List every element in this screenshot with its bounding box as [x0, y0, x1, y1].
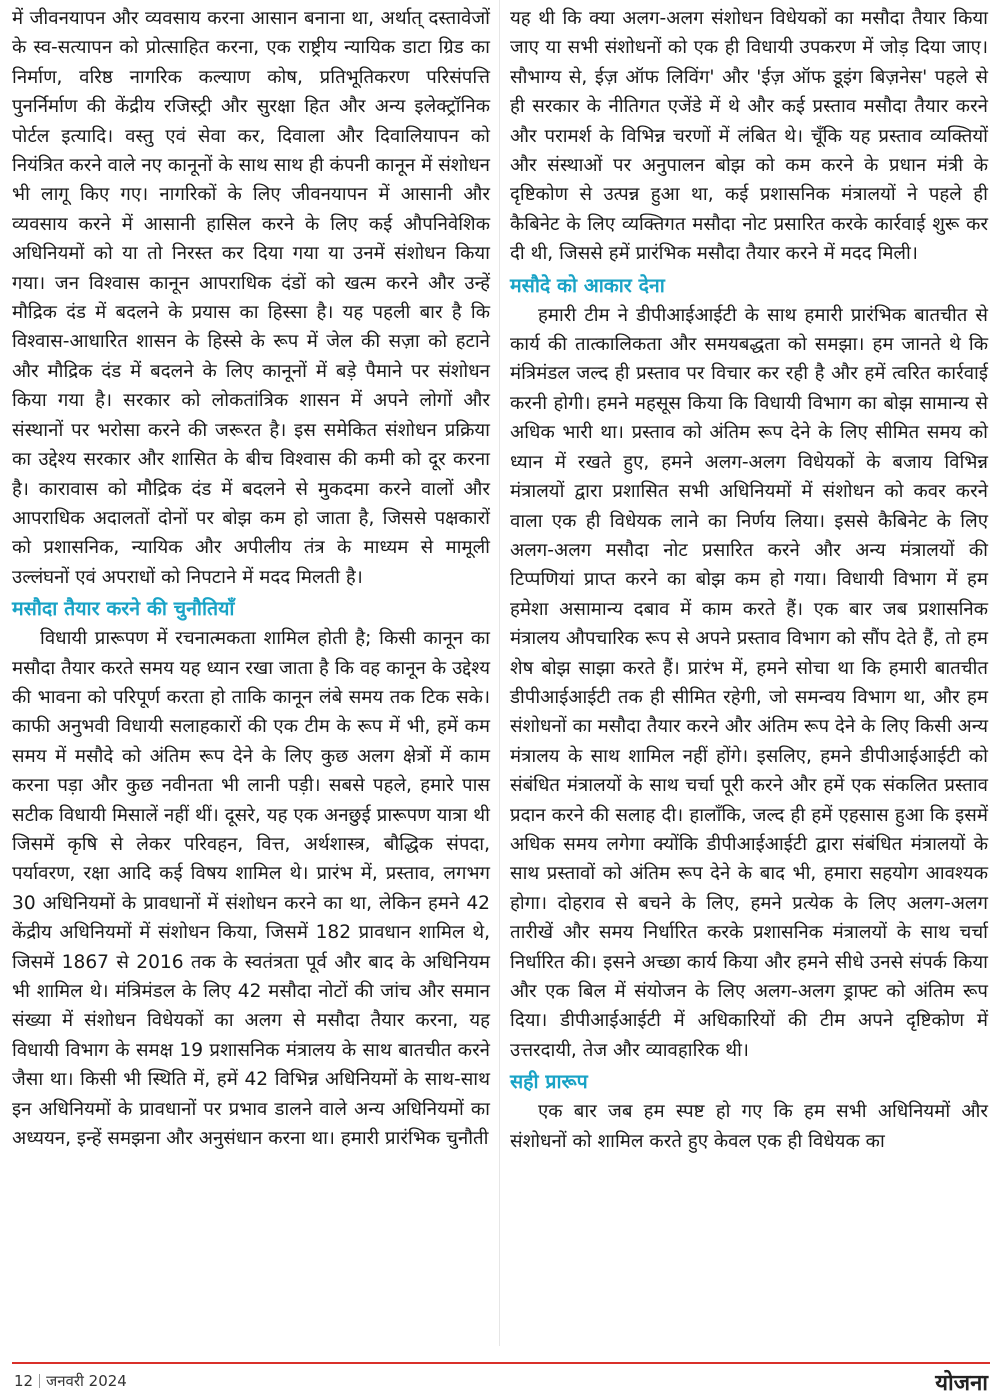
left-paragraph-1: में जीवनयापन और व्यवसाय करना आसान बनाना था, अर्थात् दस्तावेजों के स्व-सत्यापन को प्रोत्साहित करना, एक राष्ट्रीय न्यायिक डाटा ग्रिड का निर्माण, वरिष्ठ नागरिक कल्याण कोष, प्रतिभूतिकरण परिसंपत्ति पुनर्निर्माण की केंद्रीय रजिस्ट्री और सुरक्षा हित और अन्य इलेक्ट्रॉनिक पोर्टल इत्यादि। वस्तु एवं सेवा कर, दिवाला और दिवालियापन को नियंत्रित करने वाले नए कानूनों के साथ साथ ही कंपनी कानून में संशोधन भी लागू किए गए। नागरिकों के लिए जीवनयापन में आसानी और व्यवसाय करने में आसानी हासिल करने के लिए कई औपनिवेशिक अधिनियमों को या तो निरस्त कर दिया गया या उनमें संशोधन किया गया। जन विश्वास कानून आपराधिक दंडों को खत्म करने और उन्हें मौद्रिक दंड में बदलने के प्रयास का हिस्सा है। यह पहली बार है कि विश्वास-आधारित शासन के हिस्से के रूप में जेल की सज़ा को हटाने और मौद्रिक दंड में बदलने के लिए कानूनों में बड़े पैमाने पर संशोधन किया गया है। सरकार को लोकतांत्रिक शासन में अपने लोगों और संस्थानों पर भरोसा करने की जरूरत है। इस समेकित संशोधन प्रक्रिया का उद्देश्य सरकार और शासित के बीच विश्वास की कमी को दूर करना है। कारावास को मौद्रिक दंड में बदलने से मुकदमा करने वालों और आपराधिक अदालतों दोनों पर बोझ कम हो जाता है, जिससे पक्षकारों को प्रशासनिक, न्यायिक और अपीलीय तंत्र के माध्यम से मामूली उल्लंघनों एवं अपराधों को निपटाने में मदद मिलती है। — [12, 8, 490, 588]
section-heading-drafting-challenges: मसौदा तैयार करने की चुनौतियाँ — [12, 597, 235, 621]
right-paragraph-2: हमारी टीम ने डीपीआईआईटी के साथ हमारी प्रारंभिक बातचीत से कार्य की तात्कालिकता और समयबद्धता को समझा। हम जानते थे कि मंत्रिमंडल जल्द ही प्रस्ताव पर विचार कर रही है और हमें त्वरित कार्रवाई करनी होगी। हमने महसूस किया कि विधायी विभाग का बोझ सामान्य से अधिक भारी था। प्रस्ताव को अंतिम रूप देने के लिए सीमित समय को ध्यान में रखते हुए, हमने अलग-अलग विधेयकों के बजाय विभिन्न मंत्रालयों द्वारा प्रशासित सभी अधिनियमों में संशोधन को कवर करने वाला एक ही विधेयक लाने का निर्णय लिया। इससे कैबिनेट के लिए अलग-अलग मसौदा नोट प्रसारित करने और अन्य मंत्रालयों की टिप्पणियां प्राप्त करने का बोझ कम हो गया। विधायी विभाग में हम हमेशा असामान्य दबाव में काम करते हैं। एक बार जब प्रशासनिक मंत्रालय औपचारिक रूप से अपने प्रस्ताव विभाग को सौंप देते हैं, तो हम शेष बोझ साझा करते हैं। प्रारंभ में, हमने सोचा था कि हमारी बातचीत डीपीआईआईटी तक ही सीमित रहेगी, जो समन्वय विभाग था, और हम संशोधनों का मसौदा तैयार करने और अंतिम रूप देने के लिए किसी अन्य मंत्रालय के साथ शामिल नहीं होंगे। इसलिए, हमने डीपीआईआईटी को संबंधित मंत्रालयों के साथ चर्चा पूरी करने और हमें एक संकलित प्रस्ताव प्रदान करने की सलाह दी। हालाँकि, जल्द ही हमें एहसास हुआ कि इसमें अधिक समय लगेगा क्योंकि डीपीआईआईटी द्वारा संबंधित मंत्रालयों के साथ प्रस्तावों को अंतिम रूप देने के बाद भी, हमारा सहयोग आवश्यक होगा। दोहराव से बचने के लिए, हमने प्रत्येक के लिए अलग-अलग तारीखें और समय निर्धारित करके प्रशासनिक मंत्रालयों के साथ चर्चा निर्धारित की। इसने अच्छा कार्य किया और हमने सीधे उनसे संपर्क किया और एक बिल में संयोजन के लिए अलग-अलग ड्राफ्ट को अंतिम रूप दिया। डीपीआईआईटी में अधिकारियों की टीम अपने दृष्टिकोण में उत्तरदायी, तेज और व्यावहारिक थी। — [510, 304, 988, 1061]
page-number: 12 — [14, 1372, 34, 1390]
magazine-name: योजना — [935, 1371, 988, 1396]
footer-page-info — [14, 1370, 127, 1392]
issue-date: जनवरी 2024 — [46, 1372, 127, 1390]
right-paragraph-1: यह थी कि क्या अलग-अलग संशोधन विधेयकों का मसौदा तैयार किया जाए या सभी संशोधनों को एक ही विधायी उपकरण में जोड़ दिया जाए। सौभाग्य से, ईज़ ऑफ लिविंग' और 'ईज़ ऑफ डूइंग बिज़नेस' पहले से ही सरकार के नीतिगत एजेंडे में थे और कई प्रस्ताव मसौदा तैयार करने और परामर्श के विभिन्न चरणों में लंबित थे। चूँकि यह प्रस्ताव व्यक्तियों और संस्थाओं पर अनुपालन बोझ को कम करने के प्रधान मंत्री के दृष्टिकोण से उत्पन्न हुआ था, कई प्रशासनिक मंत्रालयों ने पहले ही कैबिनेट के लिए व्यक्तिगत मसौदा नोट प्रसारित करके कार्रवाई शुरू कर दी थी, जिससे हमें प्रारंभिक मसौदा तैयार करने में मदद मिली। — [510, 8, 988, 265]
section-heading-shaping-draft: मसौदे को आकार देना — [510, 273, 665, 297]
left-paragraph-2: विधायी प्रारूपण में रचनात्मकता शामिल होती है; किसी कानून का मसौदा तैयार करते समय यह ध्यान रखा जाता है कि वह कानून के उद्देश्य की भावना को परिपूर्ण करता हो ताकि कानून लंबे समय तक टिक सके। काफी अनुभवी विधायी सलाहकारों की एक टीम के रूप में भी, हमें कम समय में मसौदे को अंतिम रूप देने के लिए कुछ अलग क्षेत्रों में काम करना पड़ा और कुछ नवीनता भी लानी पड़ी। सबसे पहले, हमारे पास सटीक विधायी मिसालें नहीं थीं। दूसरे, यह एक अनछुई प्रारूपण यात्रा थी जिसमें कृषि से लेकर परिवहन, वित्त, अर्थशास्त्र, बौद्धिक संपदा, पर्यावरण, रक्षा आदि कई विषय शामिल थे। प्रारंभ में, प्रस्ताव, लगभग 30 अधिनियमों के प्रावधानों में संशोधन करने का था, लेकिन हमने 42 केंद्रीय अधिनियमों में संशोधन किया, जिसमें 182 प्रावधान शामिल थे, जिसमें 1867 से 2016 तक के स्वतंत्रता पूर्व और बाद के अधिनियम भी शामिल थे। मंत्रिमंडल के लिए 42 मसौदा नोटों की जांच और समान संख्या में संशोधन विधेयकों का अलग से मसौदा तैयार करना, यह विधायी विभाग के समक्ष 19 प्रशासनिक मंत्रालय के साथ बातचीत करने जैसा था। किसी भी स्थिति में, हमें 42 विभिन्न अधिनियमों के साथ-साथ इन अधिनियमों के प्रावधानों पर प्रभाव डालने वाले अन्य अधिनियमों का अध्ययन, इन्हें समझना और अनुसंधान करना था। हमारी प्रारंभिक चुनौती — [12, 628, 490, 1150]
footer-rule — [12, 1362, 990, 1364]
right-paragraph-3: एक बार जब हम स्पष्ट हो गए कि हम सभी अधिनियमों और संशोधनों को शामिल करते हुए केवल एक ही विधेयक का — [510, 1101, 988, 1152]
right-column — [510, 4, 988, 1156]
column-divider — [499, 0, 500, 1346]
left-column — [12, 4, 490, 1153]
section-heading-right-format: सही प्रारूप — [510, 1070, 588, 1094]
footer-separator — [39, 1374, 40, 1388]
